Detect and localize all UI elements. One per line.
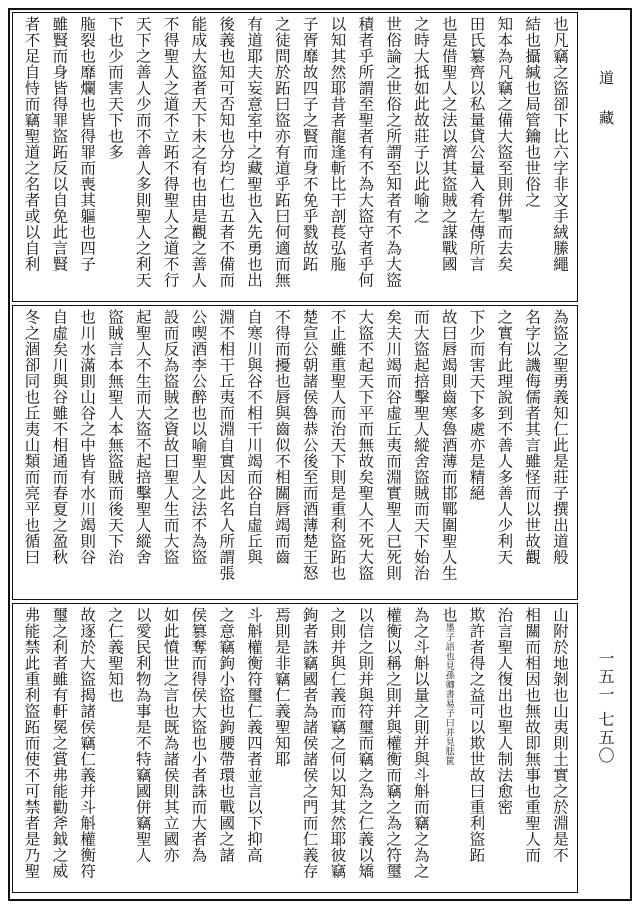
text-column: 弗能禁此重利盜跖而使不可禁者是乃聖 [22,607,41,879]
text-column: 積者乎所謂至聖者有不為大盜守者乎何 [356,16,375,288]
text-column: 之仁義聖知也 [105,607,124,703]
text-column: 自虛矣川與谷雖不相通而春夏之盈秋 [50,309,69,565]
text-block-3 [12,603,578,893]
text-column: 以愛民利物為事是不特竊國併竊聖人 [133,607,152,863]
text-column: 權衡以稱之則并與權衡而竊之為之符璽 [384,607,403,879]
text-column: 之徒問於跖曰盜亦有道乎跖曰何適而無 [272,16,291,288]
text-column: 矣夫川竭而谷虛丘夷而淵實聖人已死則 [384,309,403,581]
text-column: 雖賢而身皆得罪盜跖反以自免此言賢 [50,16,69,272]
text-column: 起聖人不生而大盜不起掊擊聖人縱舍 [133,309,152,565]
text-column: 有道耶夫妄意室中之藏聖也入先勇也出 [245,16,263,288]
text-column: 焉則是非竊仁義聖知耶 [272,607,291,767]
text-column: 璽之利者雖有軒冕之賞弗能勸斧鉞之威 [50,607,69,879]
text-column: 知本為凡竊之備大盜至則併掣而去矣 [495,16,514,272]
text-column: 設而反為盜賊之資故曰聖人生而大盜 [161,309,180,565]
text-column: 也是借聖人之法以濟其盜賊之謀戰國 [439,16,458,272]
text-column-main: 也 [439,607,458,623]
text-column: 以知其然耶昔者龍逢斬比干剖萇弘胣 [328,16,347,272]
text-column: 而大盜起掊擊聖人縱舍盜賊而天下始治 [411,309,430,581]
text-column: 淵不相干丘夷而淵自實因此名人所謂張 [217,309,236,581]
text-column: 胣裂也靡爛也皆得罪而喪其軀也四子 [78,16,97,272]
text-column: 鉤者誅竊國者為諸侯諸侯之門而仁義存 [300,607,319,879]
text-column: 之實有此理說到不善人多善人少利天 [495,309,514,565]
text-column: 也川水滿則山谷之中皆有水川竭則谷 [78,309,97,565]
text-column: 後義也知可否知也分均仁也五者不備而 [217,16,236,288]
text-column: 結也攝緘也局管鑰也世俗之 [523,16,542,208]
text-column: 名字以譏侮儒者其言雖怪而以世故觀 [523,309,542,565]
text-column: 冬之涸卻同也丘夷山類而亮平也循曰 [22,309,41,565]
text-column: 公喫酒李公醉也以喻聖人之法不為盜 [189,309,208,565]
text-column [436,607,460,889]
text-column: 相關而相因也無故即無事也重聖人而 [523,607,542,863]
text-column: 能成大盜者天下未之有也由是觀之善人 [189,16,208,288]
text-column: 故逐於大盜揭諸侯竊仁義并斗斛權衡符 [78,607,97,879]
text-column: 世俗論之世俗之所謂至知者有不為大盜 [384,16,403,288]
text-column: 大盜不起天下平而無故矣聖人不死大盜 [356,309,375,581]
text-column: 不止雖重聖人而治天下則是重利盜跖也 [328,309,347,581]
text-column: 子胥靡故四子之賢而身不免乎戮故跖 [300,16,319,272]
text-column: 盜賊言本無聖人本無盜賊而後天下治 [105,309,124,565]
inline-note: 墨子語也見孫卿書 [443,623,454,699]
text-column: 自寒川與谷不相干川竭而谷自虛丘與 [245,309,263,565]
text-column: 之則并與仁義而竊之何以知其然耶彼竊 [328,607,347,879]
text-column: 也凡竊之盜卻下比六字非文手絨縢繩 [550,16,569,272]
text-column: 不得而擾也唇與齒似不相關唇竭而齒 [272,309,291,565]
text-block-2 [12,305,578,600]
text-column: 不得聖人之道不立跖不得聖人之道不行 [161,16,180,288]
text-column: 者不足自恃而竊聖道之名者或以自利 [22,16,41,272]
text-column: 侯篡奪而得侯大盜也小者誅而大者為 [189,607,208,863]
text-column: 之時大抵如此故莊子以此喻之 [411,16,430,224]
text-column: 之意竊鉤小盜也鉤腰帶環也戰國之諸 [217,607,236,863]
text-column: 為之斗斛以量之則并與斗斛而竊之為之 [411,607,430,879]
text-column: 欺許者得之益可以欺世故曰重利盜跖 [467,607,486,863]
text-block-1 [12,12,578,302]
text-column: 山附於地剝也山夷則土實之於淵是不 [550,607,569,863]
text-column: 下少而害天下多處亦是精絕 [467,309,486,501]
text-column: 治言聖人復出也聖人制法愈密 [495,607,514,815]
text-column: 楚宣公朝諸侯魯恭公後至而酒薄楚王怒 [300,309,319,581]
text-column: 故曰唇竭則齒寒魯酒薄而邯鄲圍聖人生 [439,309,458,581]
text-column: 下也少而害天下也多 [105,16,124,160]
text-column: 如此憤世之言也既為諸侯則其立國亦 [161,607,180,863]
page-number: 一五一 七五〇 [596,650,615,766]
text-column: 田氏簒齊以私量貸公量入肴左傳所言 [467,16,486,272]
text-column: 以信之則并與符璽而竊之為之仁義以矯 [356,607,375,879]
text-column: 為盜之聖勇義知仁此是莊子撰出道般 [550,309,569,565]
text-column: 斗斛權衡符璽仁義四者並言以下抑高 [245,607,263,863]
text-column: 天下之善人少而不善人多則聖人之利天 [133,16,152,288]
collection-title: 道 藏 [597,70,615,135]
inline-note: 易子曰并見胠篋 [443,699,454,766]
side-margin [582,10,630,899]
